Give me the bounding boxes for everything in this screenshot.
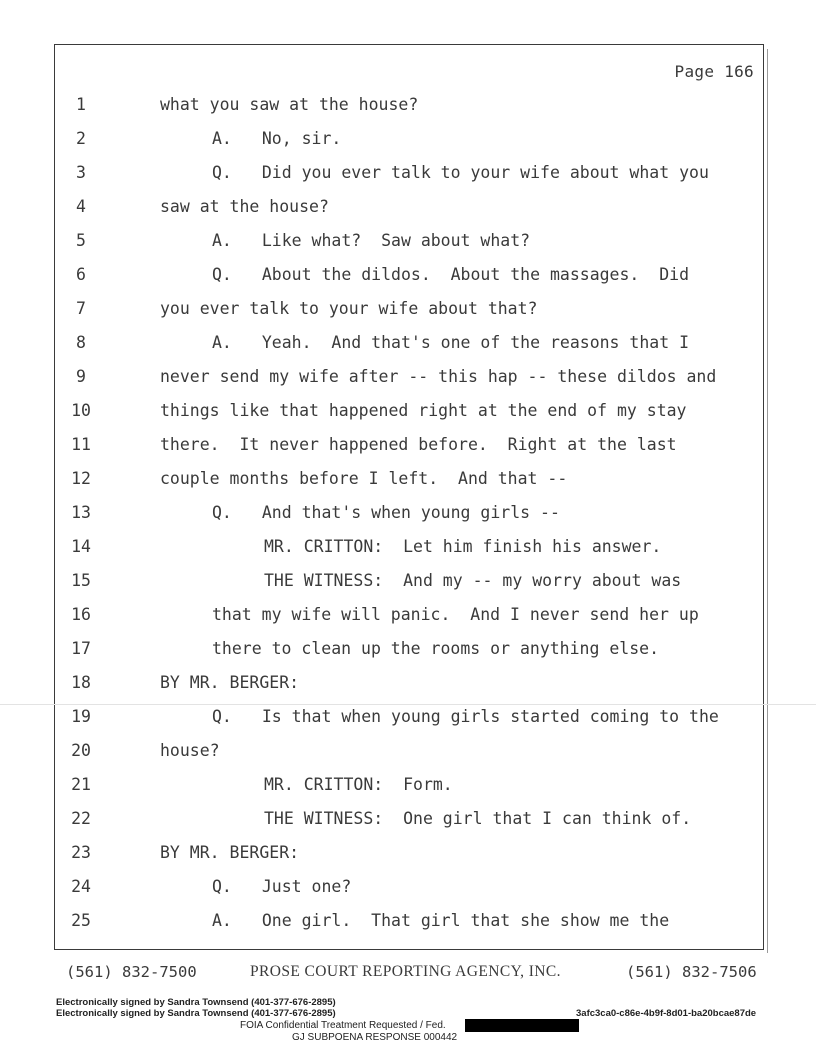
transcript-line xyxy=(0,156,816,190)
testimony-text: saw at the house? xyxy=(160,197,329,216)
signature-line-2: Electronically signed by Sandra Townsend (401-377-676-2895) xyxy=(56,1008,336,1019)
line-text xyxy=(212,700,719,734)
line-number: 15 xyxy=(71,571,91,590)
speaker-label: Q. xyxy=(212,877,232,896)
testimony-text: THE WITNESS: One girl that I can think of. xyxy=(264,809,692,828)
line-number: 7 xyxy=(76,299,86,318)
line-number: 14 xyxy=(71,537,91,556)
footer-phone-right: (561) 832-7506 xyxy=(626,963,757,981)
line-text xyxy=(160,836,299,870)
testimony-text: About the dildos. About the massages. Did xyxy=(261,265,690,284)
line-text xyxy=(264,530,661,564)
transcript-line xyxy=(0,632,816,666)
transcript-line xyxy=(0,530,816,564)
line-number: 2 xyxy=(76,129,86,148)
testimony-text: THE WITNESS: And my -- my worry about was xyxy=(264,571,682,590)
line-text xyxy=(264,802,691,836)
testimony-text: Is that when young girls started coming to the xyxy=(261,707,719,726)
line-text xyxy=(212,326,689,360)
testimony-text: couple months before I left. And that -- xyxy=(160,469,568,488)
testimony-text: No, sir. xyxy=(261,129,342,148)
line-number: 23 xyxy=(71,843,91,862)
line-number: 21 xyxy=(71,775,91,794)
line-text xyxy=(212,870,351,904)
testimony-text: MR. CRITTON: Let him finish his answer. xyxy=(264,537,662,556)
testimony-text: One girl. That girl that she show me the xyxy=(261,911,670,930)
transcript-line xyxy=(0,190,816,224)
page-number: Page 166 xyxy=(674,62,754,81)
transcript-line xyxy=(0,292,816,326)
scan-artifact-line xyxy=(0,704,816,705)
line-text xyxy=(160,360,716,394)
transcript-line xyxy=(0,462,816,496)
line-text xyxy=(160,190,329,224)
line-text xyxy=(212,632,659,666)
testimony-text: house? xyxy=(160,741,220,760)
line-number: 12 xyxy=(71,469,91,488)
signature-line-1: Electronically signed by Sandra Townsend (401-377-676-2895) xyxy=(56,997,336,1008)
transcript-line xyxy=(0,870,816,904)
line-number: 20 xyxy=(71,741,91,760)
line-number: 9 xyxy=(76,367,86,386)
line-text xyxy=(212,224,530,258)
footer-agency-name: PROSE COURT REPORTING AGENCY, INC. xyxy=(250,963,561,980)
transcript-line xyxy=(0,326,816,360)
line-text xyxy=(212,598,699,632)
speaker-label: A. xyxy=(212,911,232,930)
line-text xyxy=(160,462,567,496)
line-text xyxy=(160,666,299,700)
line-number: 13 xyxy=(71,503,91,522)
line-number: 19 xyxy=(71,707,91,726)
transcript-line xyxy=(0,768,816,802)
line-number: 24 xyxy=(71,877,91,896)
transcript-line xyxy=(0,496,816,530)
line-number: 3 xyxy=(76,163,86,182)
line-text xyxy=(160,734,220,768)
line-number: 1 xyxy=(76,95,86,114)
speaker-label: Q. xyxy=(212,163,232,182)
line-number: 17 xyxy=(71,639,91,658)
transcript-line xyxy=(0,598,816,632)
testimony-text: that my wife will panic. And I never send her up xyxy=(212,605,699,624)
transcript-line xyxy=(0,802,816,836)
speaker-label: Q. xyxy=(212,265,232,284)
line-text xyxy=(212,122,341,156)
testimony-text: things like that happened right at the end of my stay xyxy=(160,401,687,420)
transcript-body xyxy=(0,88,816,938)
line-text xyxy=(160,292,538,326)
speaker-label: Q. xyxy=(212,503,232,522)
line-number: 25 xyxy=(71,911,91,930)
transcript-line xyxy=(0,258,816,292)
testimony-text: And that's when young girls -- xyxy=(261,503,560,522)
line-number: 11 xyxy=(71,435,91,454)
line-text xyxy=(212,258,689,292)
line-text xyxy=(160,428,677,462)
testimony-text: there. It never happened before. Right at the last xyxy=(160,435,677,454)
line-number: 8 xyxy=(76,333,86,352)
footer-phone-left: (561) 832-7500 xyxy=(66,963,197,981)
testimony-text: Did you ever talk to your wife about what you xyxy=(261,163,709,182)
line-text xyxy=(160,394,687,428)
transcript-line xyxy=(0,428,816,462)
gj-subpoena-stamp: GJ SUBPOENA RESPONSE 000442 xyxy=(292,1032,458,1043)
testimony-text: never send my wife after -- this hap -- these dildos and xyxy=(160,367,717,386)
speaker-label: A. xyxy=(212,231,232,250)
speaker-label: A. xyxy=(212,333,232,352)
testimony-text: Yeah. And that's one of the reasons that I xyxy=(261,333,690,352)
testimony-text: there to clean up the rooms or anything else. xyxy=(212,639,660,658)
transcript-line xyxy=(0,224,816,258)
line-number: 18 xyxy=(71,673,91,692)
foia-stamp: FOIA Confidential Treatment Requested / Fed. xyxy=(240,1020,446,1031)
testimony-text: BY MR. BERGER: xyxy=(160,673,300,692)
line-number: 4 xyxy=(76,197,86,216)
redaction-box xyxy=(465,1019,579,1032)
testimony-text: MR. CRITTON: Form. xyxy=(264,775,453,794)
testimony-text: what you saw at the house? xyxy=(160,95,419,114)
speaker-label: Q. xyxy=(212,707,232,726)
testimony-text: Like what? Saw about what? xyxy=(261,231,531,250)
line-number: 10 xyxy=(71,401,91,420)
document-hash: 3afc3ca0-c86e-4b9f-8d01-ba20bcae87de xyxy=(576,1008,757,1019)
testimony-text: BY MR. BERGER: xyxy=(160,843,300,862)
line-text xyxy=(264,768,453,802)
transcript-line xyxy=(0,836,816,870)
line-number: 6 xyxy=(76,265,86,284)
line-text xyxy=(264,564,681,598)
transcript-line xyxy=(0,564,816,598)
transcript-line xyxy=(0,360,816,394)
transcript-line xyxy=(0,666,816,700)
transcript-line xyxy=(0,734,816,768)
transcript-line xyxy=(0,700,816,734)
transcript-line xyxy=(0,88,816,122)
testimony-text: Just one? xyxy=(261,877,352,896)
testimony-text: you ever talk to your wife about that? xyxy=(160,299,538,318)
line-number: 16 xyxy=(71,605,91,624)
transcript-line xyxy=(0,904,816,938)
transcript-line xyxy=(0,394,816,428)
line-number: 22 xyxy=(71,809,91,828)
line-text xyxy=(212,496,560,530)
transcript-line xyxy=(0,122,816,156)
line-text xyxy=(160,88,418,122)
line-text xyxy=(212,156,709,190)
line-text xyxy=(212,904,669,938)
speaker-label: A. xyxy=(212,129,232,148)
line-number: 5 xyxy=(76,231,86,250)
